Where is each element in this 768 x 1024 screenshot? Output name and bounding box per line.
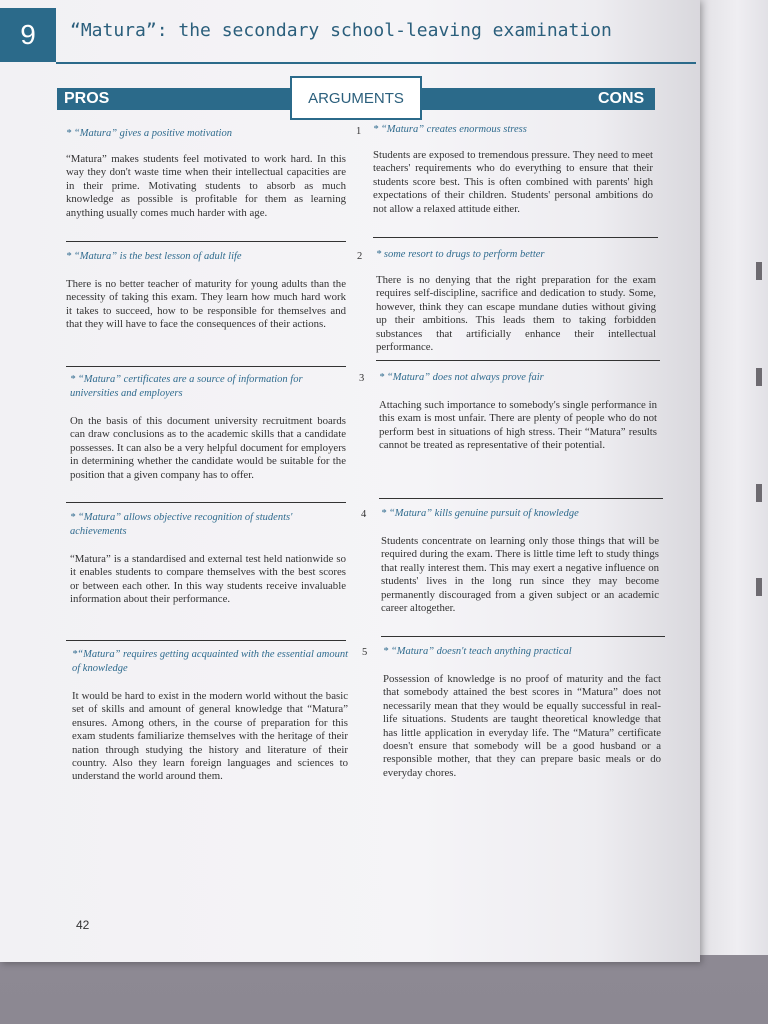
argument-body: “Matura” is a standardised and external test held nationwide so it enables students to compare themselves with the best scores or between each other. In this way students receive invaluable information about their performance.: [70, 553, 346, 606]
page-edge-mark: [756, 578, 762, 596]
page-edge-mark: [756, 368, 762, 386]
argument-heading: * “Matura” certificates are a source of information for universities and employers: [70, 374, 303, 399]
page-edge-mark: [756, 262, 762, 280]
argument-heading: * “Matura” creates enormous stress: [373, 124, 527, 135]
argument-body: There is no better teacher of maturity for young adults than the necessity of taking this exam. They learn how much hard work it takes to succeed, how to be responsible for themselves and that they will have to face the consequences of their actions.: [66, 278, 346, 331]
divider: [66, 366, 346, 367]
argument-heading: * “Matura” allows objective recognition of students' achievements: [70, 512, 293, 537]
divider: [381, 636, 665, 637]
argument-heading: *“Matura” requires getting acquainted with the essential amount of knowledge: [72, 649, 348, 674]
argument-body: On the basis of this document university recruitment boards can draw conclusions as to the academic skills that a candidate possesses. It can also be a very helpful document for employers in determining whether the candidate would be suitable for the position that a given company has to offer.: [70, 415, 346, 481]
argument-heading: * “Matura” gives a positive motivation: [66, 128, 232, 139]
argument-body: Attaching such importance to somebody's single performance in this exam is most unfair. There are plenty of people who do not perform best in situations of high stress. Their “Matura” results cannot be treated as representative of their potential.: [379, 399, 657, 452]
argument-body: It would be hard to exist in the modern world without the basic set of skills and amount of general knowledge that “Matura” ensures. Among others, in the course of preparation for this exam students familiarize themselves with the heritage of their nation through studying the history and literature of their country. Also they learn foreign languages and sciences to understand the world around them.: [72, 690, 348, 783]
pro-argument-2: [66, 250, 346, 332]
argument-number: 2: [357, 251, 363, 262]
argument-body: Possession of knowledge is no proof of maturity and the fact that somebody attained the best scores in “Matura” does not necessarily mean that they would be equally successful in real-life situations. Students are taught theoretical knowledge that has little application in everyday life. The “Matura” certificate doesn't ensure that somebody will be a good husband or a responsible mother, that they can prepare basic meals or do everyday chores.: [383, 673, 661, 779]
argument-heading: * “Matura” kills genuine pursuit of knowledge: [381, 508, 579, 519]
argument-number: 1: [356, 126, 362, 137]
argument-body: Students are exposed to tremendous pressure. They need to meet teachers' requirements who do everything to ensure that their students score best. This is often combined with parents' high expectations of their children. Students' personal ambitions do not allow a relaxed attitude either.: [373, 149, 653, 215]
divider: [379, 498, 663, 499]
argument-heading: * “Matura” is the best lesson of adult life: [66, 251, 242, 262]
pros-label: PROS: [64, 90, 110, 107]
con-argument-3: [379, 371, 657, 453]
divider: [66, 640, 346, 641]
argument-number: 4: [361, 509, 367, 520]
pro-argument-4: [70, 511, 346, 607]
page-number: 42: [76, 918, 90, 932]
arguments-box: ARGUMENTS: [290, 76, 422, 120]
pro-argument-3: [70, 373, 346, 482]
divider: [376, 360, 660, 361]
facing-page: [692, 0, 768, 955]
con-argument-5: [383, 645, 661, 780]
argument-body: There is no denying that the right preparation for the exam requires self-discipline, sacrifice and dedication to study. Some, however, think they can escape mundane duties without giving up their ambitions. This leads them to taking forbidden substances that artificially enhance their intellectual performance.: [376, 274, 656, 354]
argument-heading: * “Matura” does not always prove fair: [379, 372, 544, 383]
page-title: “Matura”: the secondary school-leaving examination: [70, 20, 612, 41]
con-argument-4: [381, 507, 659, 615]
argument-number: 5: [362, 647, 368, 658]
divider: [373, 237, 658, 238]
argument-number: 3: [359, 373, 365, 384]
argument-body: “Matura” makes students feel motivated to work hard. In this way they don't waste time when their intellectual capacities are in their prime. Motivating students to absorb as much knowledge as possible is profitable for them as learning anything usually comes much harder with age.: [66, 153, 346, 219]
argument-body: Students concentrate on learning only those things that will be required during the exam. There is little time left to study things that really interest them. This may exert a negative influence on students' lives in the long run since they may become permanently discouraged from a given subject or an academic career altogether.: [381, 535, 659, 615]
argument-heading: * “Matura” doesn't teach anything practical: [383, 646, 572, 657]
argument-heading: * some resort to drugs to perform better: [376, 249, 545, 260]
divider: [66, 241, 346, 242]
pro-argument-1: [66, 127, 346, 220]
unit-number: 9: [0, 8, 56, 62]
con-argument-1: [373, 123, 653, 216]
cons-label: CONS: [598, 90, 645, 107]
pro-argument-5: [72, 648, 348, 784]
page-edge-mark: [756, 484, 762, 502]
con-argument-2: [376, 248, 656, 354]
divider: [66, 502, 346, 503]
